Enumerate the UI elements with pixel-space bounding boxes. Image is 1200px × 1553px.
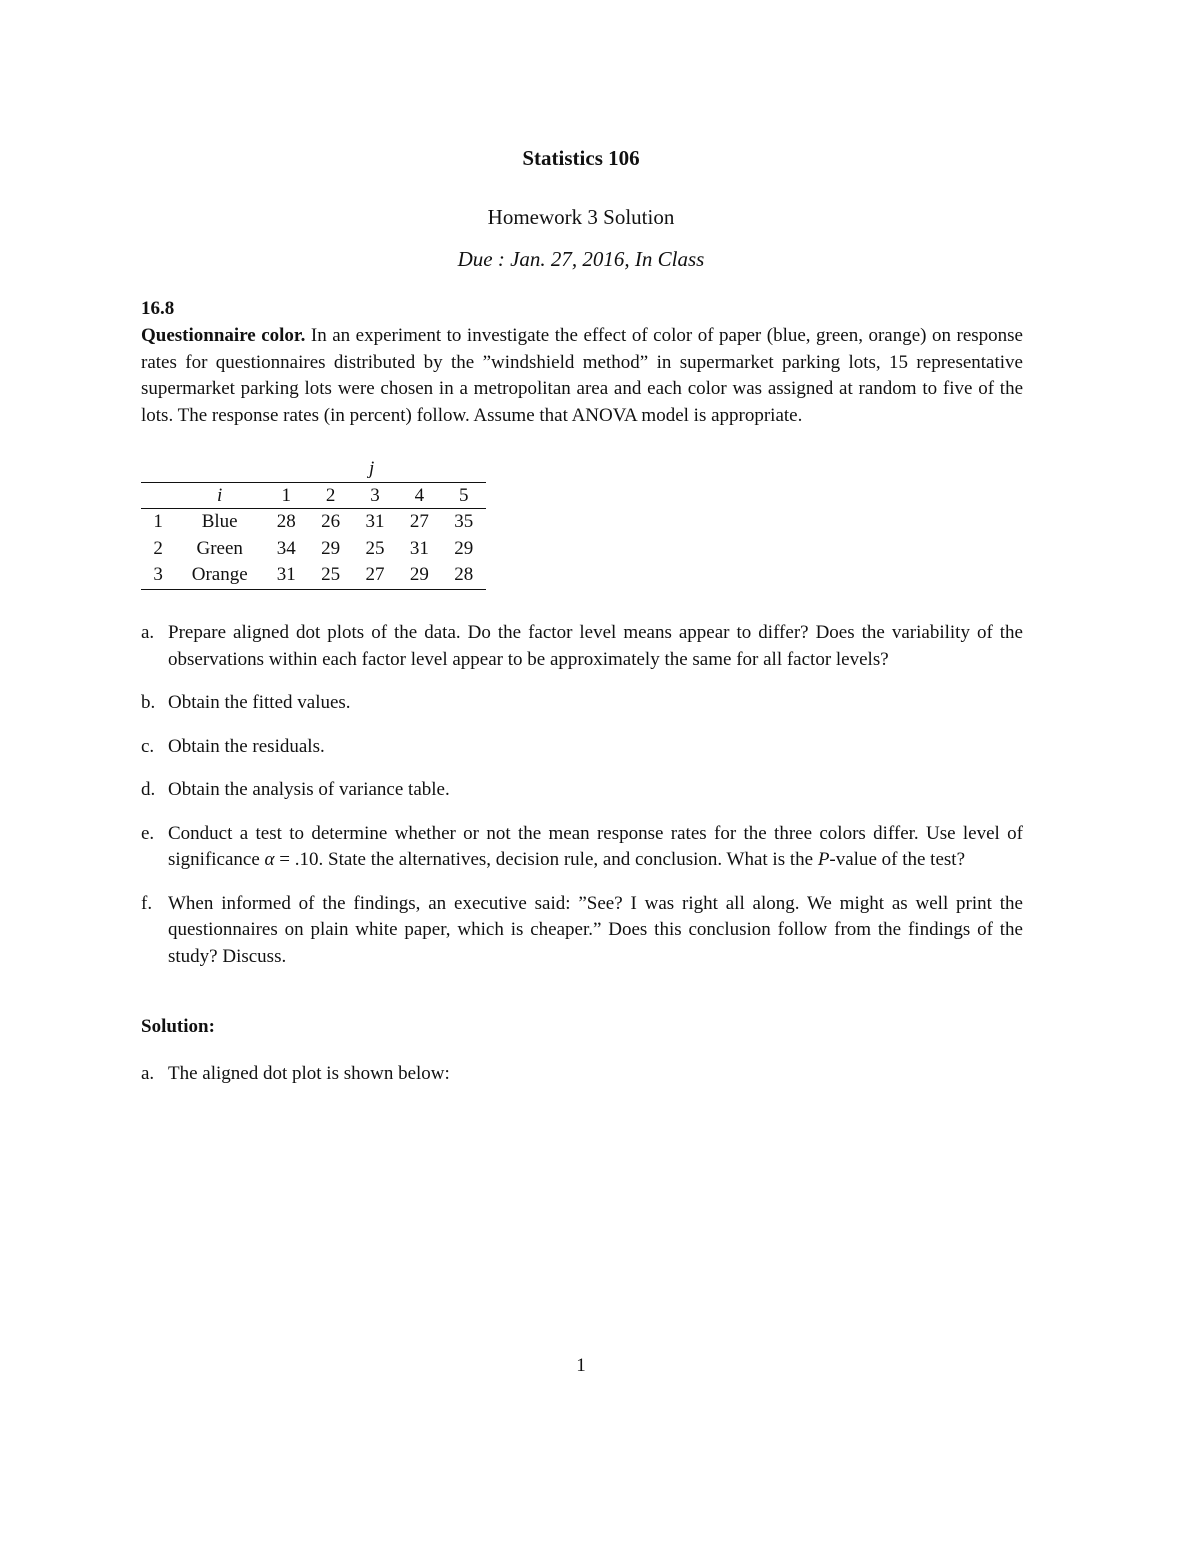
table-cell: 28	[276, 511, 296, 533]
part-letter: b.	[141, 692, 156, 713]
part-e	[141, 821, 1023, 874]
part-letter: a.	[141, 1063, 155, 1084]
question-parts	[141, 620, 1023, 987]
part-c	[141, 734, 1023, 761]
table-cell: 27	[409, 511, 429, 533]
part-text: -value of the test?	[829, 849, 966, 870]
table-cell: 28	[442, 562, 486, 589]
due-date: Due : Jan. 27, 2016, In Class	[457, 247, 705, 271]
part-text: = .10. State the alternatives, decision rule, and conclusion. What is the	[274, 849, 818, 870]
table-header-row	[141, 483, 486, 509]
row-name: Orange	[175, 562, 264, 589]
row-index: 3	[141, 562, 175, 589]
row-name: Blue	[201, 511, 238, 533]
table-cell: 35	[454, 511, 474, 533]
part-text: Obtain the fitted values.	[168, 692, 351, 713]
response-rate-table	[141, 458, 486, 590]
table-cell: 31	[264, 562, 308, 589]
problem-statement	[141, 323, 1023, 429]
table-cell: 25	[365, 537, 385, 559]
part-letter: c.	[141, 735, 155, 757]
page-title: Statistics 106	[522, 146, 640, 170]
table-row	[141, 562, 486, 589]
table-j-label: j	[369, 458, 375, 479]
table-cell: 27	[353, 562, 397, 589]
problem-heading: Questionnaire color.	[141, 325, 306, 346]
table-cell: 29	[397, 562, 441, 589]
part-letter: a.	[141, 622, 155, 643]
page-subtitle: Homework 3 Solution	[487, 205, 675, 229]
alpha-symbol: α	[264, 849, 275, 870]
table-i-label: i	[175, 483, 264, 509]
table-col-header: 4	[397, 483, 441, 509]
solution-part-a	[141, 1061, 1023, 1088]
part-text: Obtain the residuals.	[168, 735, 325, 757]
solution-text: The aligned dot plot is shown below:	[168, 1063, 450, 1084]
table-row	[141, 509, 486, 536]
table-col-header: 2	[308, 483, 352, 509]
part-f	[141, 891, 1023, 971]
part-b	[141, 690, 1023, 717]
p-symbol: P	[817, 849, 830, 870]
part-text: When informed of the findings, an executive said: ”See? I was right all along. We might as well print the questionnaires on plain white paper, which is cheaper.” Does this conclusion follow from the findings of the study? Discuss.	[168, 892, 1023, 967]
row-index: 2	[153, 537, 163, 559]
solution-heading: Solution:	[141, 1016, 215, 1037]
row-index: 1	[153, 511, 163, 533]
table-cell: 31	[365, 511, 385, 533]
part-text: Obtain the analysis of variance table.	[168, 779, 450, 800]
part-letter: f.	[141, 892, 153, 914]
table-cell: 31	[409, 537, 429, 559]
problem-body: In an experiment to investigate the effect of color of paper (blue, green, orange) on response rates for questionnaires distributed by the ”windshield method” in supermarket parking lots, 15 representative supermarket parking lots were chosen in a metropolitan area and each color was assigned at random to five of the lots. The response rates (in percent) follow. Assume that ANOVA model is appropriate.	[141, 325, 1023, 426]
table-cell: 25	[308, 562, 352, 589]
part-letter: d.	[141, 779, 156, 800]
page-number: 1	[576, 1355, 586, 1376]
table-col-header: 5	[442, 483, 486, 509]
table-col-header: 1	[264, 483, 308, 509]
part-text: Conduct a test to determine whether or not the mean response rates for the three colors differ. Use level of significance	[168, 822, 1023, 870]
table-col-header: 3	[353, 483, 397, 509]
problem-number: 16.8	[141, 298, 175, 319]
table-cell: 26	[321, 511, 341, 533]
part-text: Prepare aligned dot plots of the data. Do the factor level means appear to differ? Does the variability of the observations within each factor level appear to be approximately the same for all factor levels?	[168, 622, 1023, 670]
part-d	[141, 777, 1023, 804]
part-a	[141, 620, 1023, 673]
table-cell: 29	[321, 537, 341, 559]
row-name: Green	[196, 537, 243, 559]
table-cell: 29	[454, 537, 474, 559]
part-letter: e.	[141, 822, 155, 844]
table-cell: 34	[276, 537, 296, 559]
table-row	[141, 536, 486, 563]
